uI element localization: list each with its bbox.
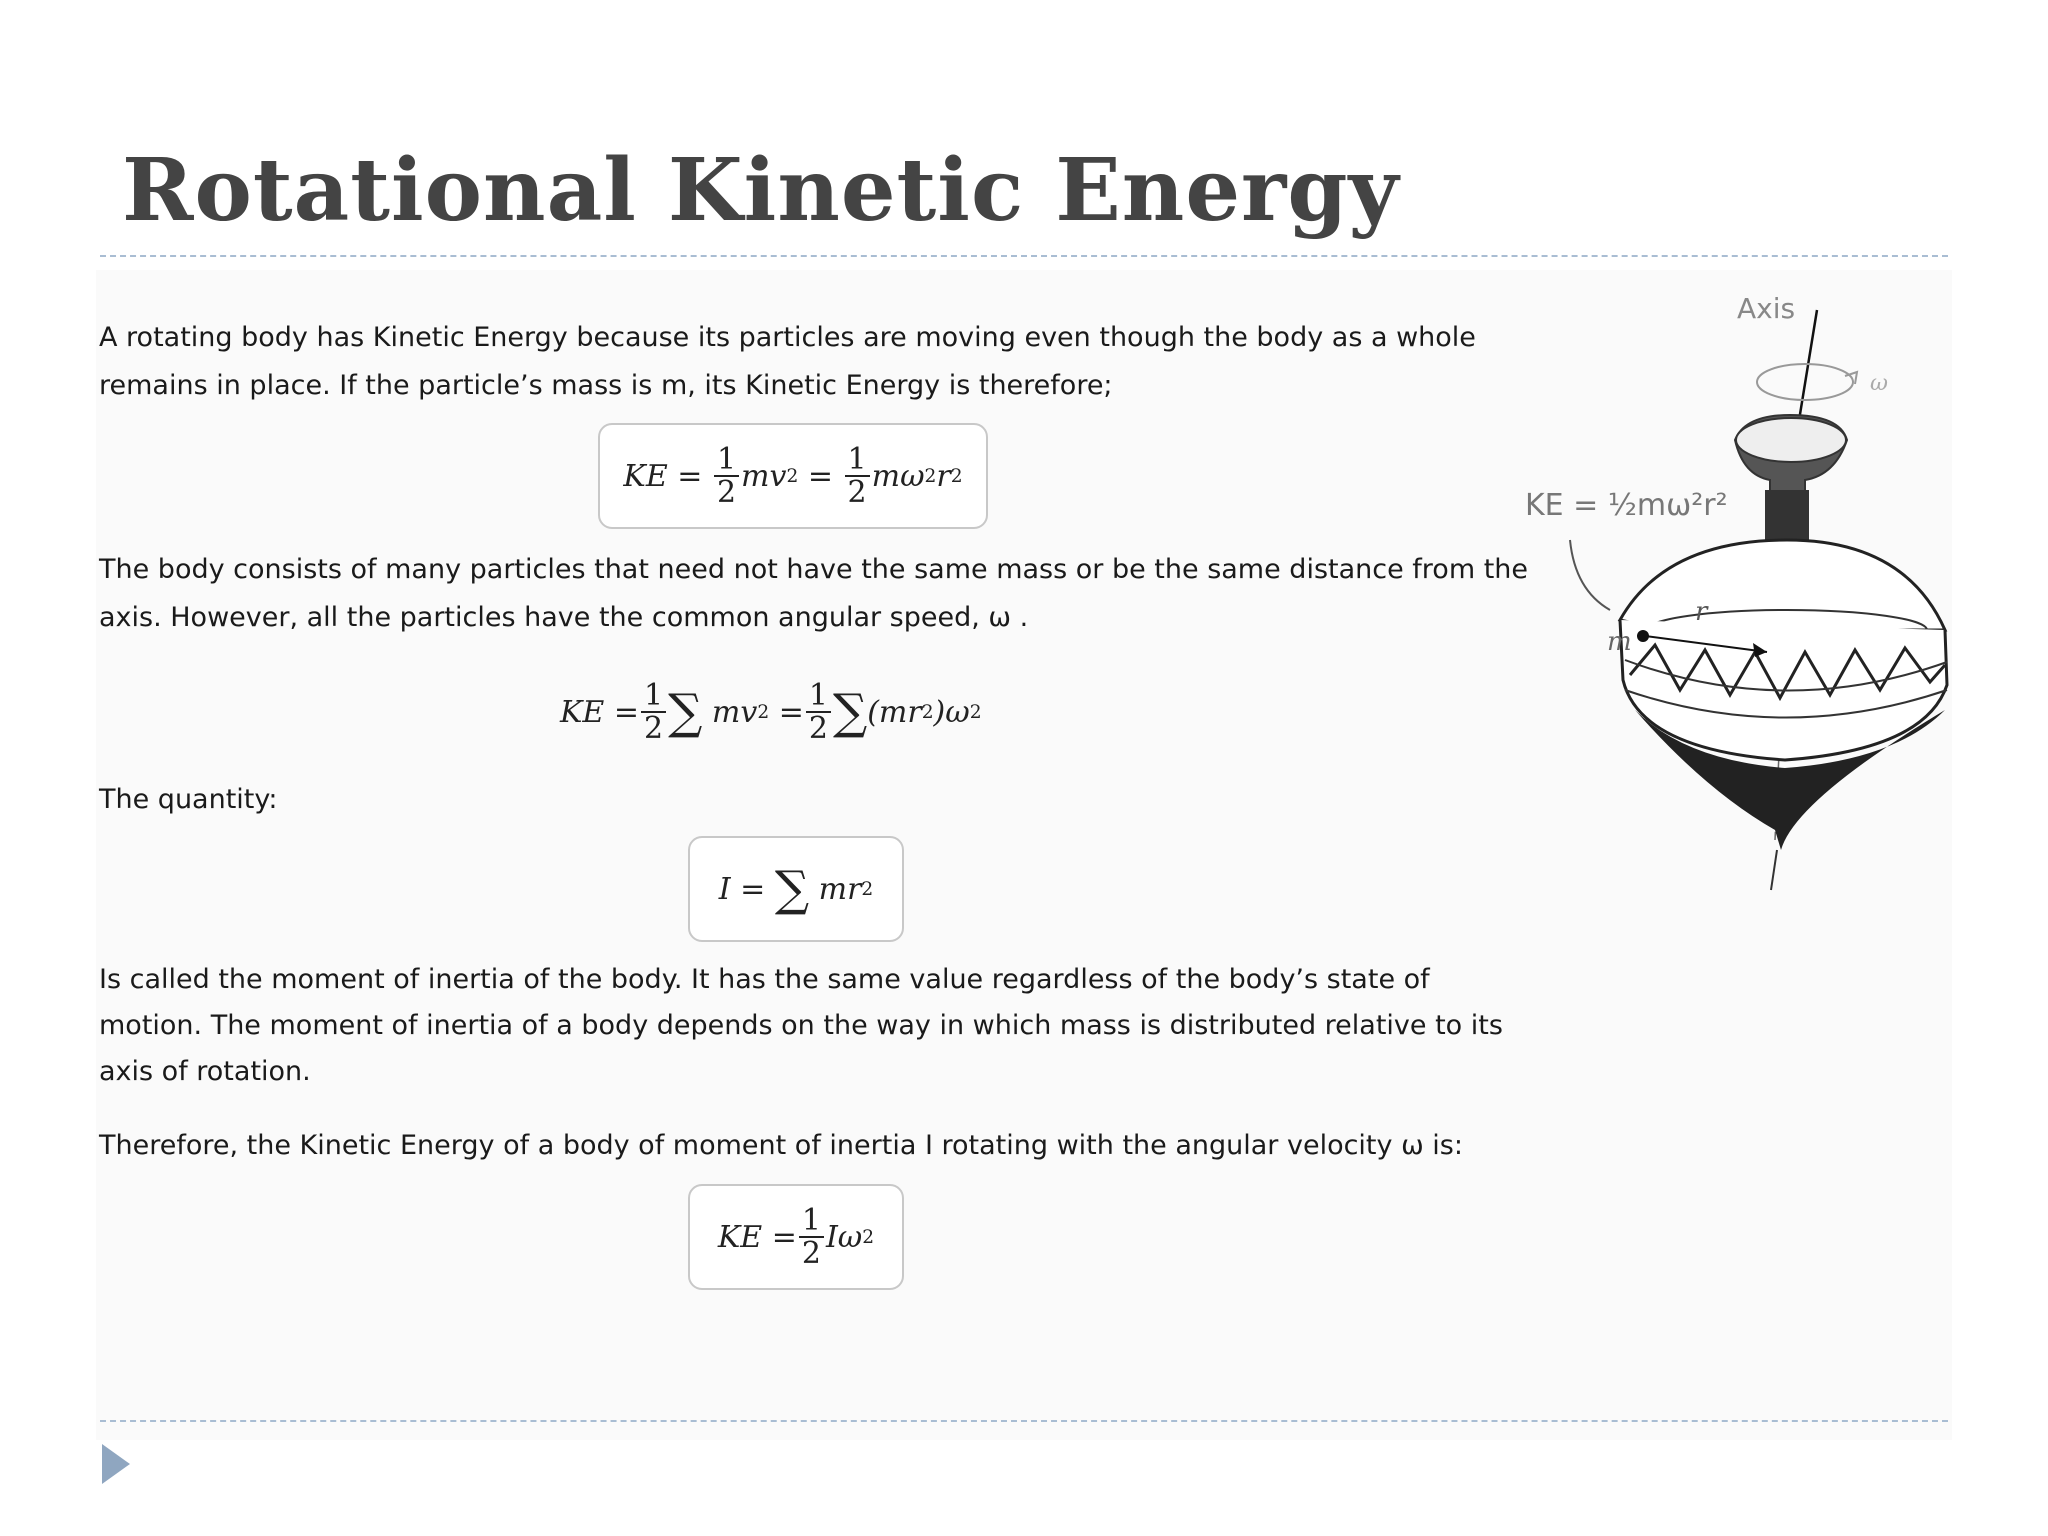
equation-box-moment-of-inertia: I = ∑ mr 2 <box>688 836 904 942</box>
paragraph-3: The quantity: <box>99 784 278 815</box>
title-divider <box>100 255 1948 257</box>
spinning-top-figure <box>1495 290 1965 910</box>
equation-box-ke-i-omega: KE = $\frac{1}{2}$ Iω 2 <box>688 1184 904 1290</box>
eq1-lhs: KE <box>623 458 668 494</box>
footer-divider <box>100 1420 1948 1422</box>
next-slide-arrow-icon[interactable] <box>100 1442 132 1486</box>
radius-label: r <box>1695 597 1708 627</box>
omega-label: ω <box>1870 371 1888 396</box>
eq1-half-fraction: $\frac{1}{2}$ <box>714 444 739 509</box>
slide-title: Rotational Kinetic Energy <box>122 140 1400 241</box>
paragraph-4-line-1: Is called the moment of inertia of the body. It has the same value regardless of the body’s state of <box>99 964 1430 995</box>
sum-symbol: ∑ <box>668 684 703 740</box>
paragraph-1-line-1: A rotating body has Kinetic Energy because its particles are moving even though the body as a whole <box>99 322 1476 353</box>
eq1-term-mv: mv <box>741 458 787 494</box>
ke-formula-label: KE = ½mω²r² <box>1525 488 1728 523</box>
paragraph-5: Therefore, the Kinetic Energy of a body of moment of inertia I rotating with the angular velocity ω is: <box>99 1130 1463 1161</box>
equation-box-ke-mv2: KE = $\frac{1}{2}$ mv 2 = $\frac{1}{2}$ mω 2 r 2 <box>598 423 988 529</box>
paragraph-2-line-2: axis. However, all the particles have the common angular speed, ω . <box>99 602 1029 633</box>
eq1-term-momega: mω <box>871 458 925 494</box>
mass-particle <box>1637 630 1649 642</box>
equation-ke-sum: KE = $\frac{1}{2}$ ∑ mv 2 = $\frac{1}{2}$ ∑ (mr 2 )ω 2 <box>560 677 982 746</box>
eq1-half-fraction-2: $\frac{1}{2}$ <box>845 444 870 509</box>
axis-label: Axis <box>1737 292 1796 325</box>
paragraph-1-line-2: remains in place. If the particle’s mass is m, its Kinetic Energy is therefore; <box>99 370 1113 401</box>
paragraph-4-line-2: motion. The moment of inertia of a body depends on the way in which mass is distributed relative to its <box>99 1010 1503 1041</box>
eq1-equals: = <box>677 458 703 494</box>
mass-label: m <box>1607 627 1632 657</box>
sum-symbol: ∑ <box>774 861 810 917</box>
paragraph-4-line-3: axis of rotation. <box>99 1056 311 1087</box>
paragraph-2-line-1: The body consists of many particles that need not have the same mass or be the same distance from the <box>99 554 1529 585</box>
